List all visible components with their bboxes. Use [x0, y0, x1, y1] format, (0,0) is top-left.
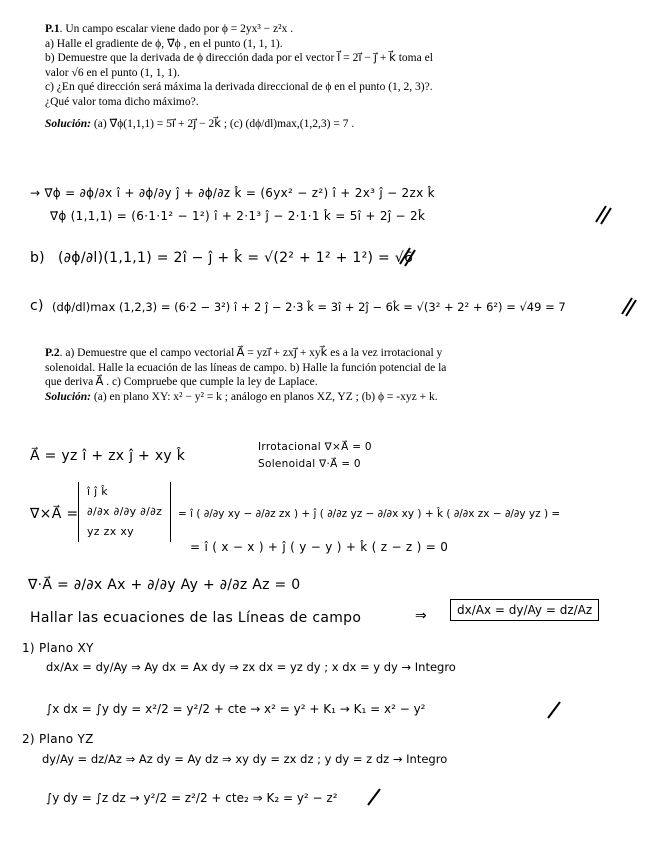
p2-plane-xy-step2: ∫x dx = ∫y dy = x²/2 = y²/2 + cte → x² = y² + K₁ → K₁ = x² − y² — [46, 702, 426, 716]
p2-statement-line1: . a) Demuestre que el campo vectorial A⃗ = yzi⃗ + zxj⃗ + xyk⃗ es a la vez irrotacional y — [59, 347, 443, 359]
p2-solution-text: (a) en plano XY: x² − y² = k ; análogo en planos XZ, YZ ; (b) ϕ = -xyz + k. — [91, 390, 438, 403]
p2-curl-expansion: = î ( ∂/∂y xy − ∂/∂z zx ) + ĵ ( ∂/∂z yz − ∂/∂x xy ) + k̂ ( ∂/∂x zx − ∂/∂y yz ) = — [178, 508, 561, 520]
p2-plane-yz-step1: dy/Ay = dz/Az ⇒ Az dy = Ay dz ⇒ xy dy = zx dz ; y dy = z dz → Integro — [42, 752, 448, 766]
result-check-mark-3 — [622, 298, 636, 316]
p2-curl-result: = î ( x − x ) + ĵ ( y − y ) + k̂ ( z − z ) = 0 — [190, 540, 449, 554]
p2-det-row-unit-vectors: î ĵ k̂ — [87, 485, 108, 498]
p2-field-lines-title: Hallar las ecuaciones de las Líneas de campo — [30, 610, 362, 626]
result-check-mark-2 — [400, 248, 415, 266]
p1-b-directional-derivative: (∂ϕ/∂l)(1,1,1) = 2î − ĵ + k̂ = √(2² + 1² + 1²) = √6 — [58, 250, 414, 266]
p1-part-c-line1: c) ¿En qué dirección será máxima la derivada direccional de ϕ en el punto (1, 2, 3)?. — [45, 81, 433, 93]
p2-irrotational-note: Irrotacional ∇×A⃗ = 0 — [258, 441, 372, 453]
p1-solution-text: (a) ∇⃗ϕ(1,1,1) = 5i⃗ + 2j⃗ − 2k⃗ ; (c) (dϕ/dl)max,(1,2,3) = 7 . — [91, 118, 355, 130]
p2-det-row-partials: ∂/∂x ∂/∂y ∂/∂z — [87, 505, 163, 518]
p2-arrow-to-box: ⇒ — [415, 608, 428, 624]
p2-plane-xy-step1: dx/Ax = dy/Ay ⇒ Ay dx = Ax dy ⇒ zx dx = yz dy ; x dx = y dy → Integro — [46, 660, 456, 674]
p2-plane-yz-heading: 2) Plano YZ — [22, 732, 94, 746]
p2-statement-line3: que deriva A⃗ . c) Compruebe que cumple la ley de Laplace. — [45, 376, 318, 388]
p1-part-a: a) Halle el gradiente de ϕ, ∇⃗ϕ , en el punto (1, 1, 1). — [45, 37, 283, 50]
p2-solenoidal-note: Solenoidal ∇·A⃗ = 0 — [258, 458, 361, 470]
p2-label: P.2 — [45, 347, 60, 359]
p2-divergence: ∇·A⃗ = ∂/∂x Ax + ∂/∂y Ay + ∂/∂z Az = 0 — [28, 577, 301, 593]
p2-plane-xy-heading: 1) Plano XY — [22, 641, 94, 655]
result-check-mark-5 — [368, 789, 380, 805]
p1-statement: . Un campo escalar viene dado por ϕ = 2yx³ − z²x . — [59, 23, 294, 35]
p1-part-b-line2: valor √6 en el punto (1, 1, 1). — [45, 66, 180, 79]
p2-statement-line2: solenoidal. Halle la ecuación de las líneas de campo. b) Halle la función potencial de la — [45, 361, 447, 374]
p2-solution-label: Solución: — [45, 390, 92, 403]
p2-det-row-components: yz zx xy — [87, 525, 134, 538]
p2-field-lines-box: dx/Ax = dy/Ay = dz/Az — [450, 599, 599, 621]
p1-gradient-definition: → ∇⃗ϕ = ∂ϕ/∂x î + ∂ϕ/∂y ĵ + ∂ϕ/∂z k̂ = (6yx² − z²) î + 2x³ ĵ − 2zx k̂ — [30, 186, 435, 200]
p1-gradient-evaluation: ∇⃗ϕ (1,1,1) = (6·1·1² − 1²) î + 2·1³ ĵ − 2·1·1 k̂ = 5î + 2ĵ − 2k̂ — [50, 209, 426, 223]
p1-part-c-line2: ¿Qué valor toma dicho máximo?. — [45, 95, 199, 108]
p1-c-max-derivative: (dϕ/dl)max (1,2,3) = (6·2 − 3²) î + 2 ĵ − 2·3 k̂ = 3î + 2ĵ − 6k̂ = √(3² + 2² + 6²) = √49 = 7 — [52, 300, 566, 314]
p2-curl-label: ∇×A⃗ = — [30, 506, 79, 522]
p2-plane-yz-step2: ∫y dy = ∫z dz → y²/2 = z²/2 + cte₂ ⇒ K₂ = y² − z² — [46, 791, 338, 805]
p1-label: P.1 — [45, 23, 60, 35]
p2-vector-field: A⃗ = yz î + zx ĵ + xy k̂ — [30, 448, 186, 464]
p1-part-b-line1: b) Demuestre que la derivada de ϕ dirección dada por el vector l⃗ = 2i⃗ − j⃗ + k⃗ toma el — [45, 52, 433, 64]
p1-c-label: c) — [30, 298, 44, 314]
result-check-mark-4 — [548, 702, 560, 718]
p1-solution-label: Solución: — [45, 118, 92, 130]
result-check-mark-1 — [596, 206, 611, 224]
p1-b-label: b) — [30, 250, 45, 266]
